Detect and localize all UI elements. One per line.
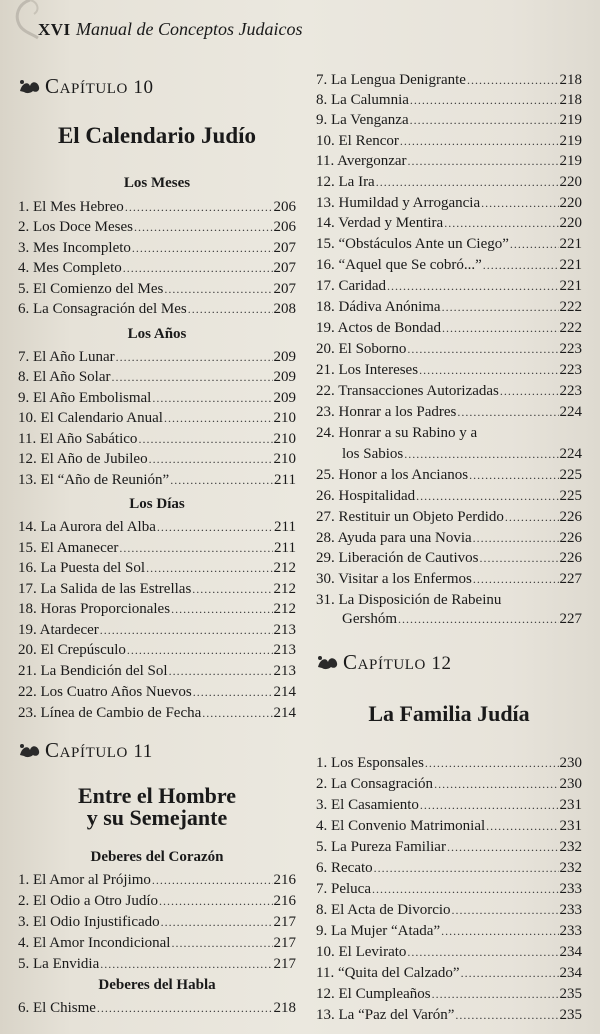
chapter-12-title: La Familia Judía — [368, 701, 530, 726]
toc-entry[interactable]: 8. La Calumnia ..... 218 — [316, 90, 582, 110]
page-curl-ornament — [8, 0, 42, 42]
toc-entry[interactable]: 4. Mes Completo ..... 207 — [18, 258, 296, 278]
toc-entry[interactable]: 3. El Casamiento ..... 231 — [316, 795, 582, 815]
toc-entry[interactable]: 18. Horas Proporcionales ..... 212 — [18, 599, 296, 619]
toc-entry[interactable]: 25. Honor a los Ancianos ..... 225 — [316, 465, 582, 485]
toc-entry[interactable]: 29. Liberación de Cautivos ..... 226 — [316, 548, 582, 568]
toc-entry[interactable]: 5. El Comienzo del Mes ..... 207 — [18, 279, 296, 299]
toc-entry[interactable]: 2. El Odio a Otro Judío ..... 216 — [18, 891, 296, 911]
chapter-ornament-icon — [18, 77, 42, 95]
toc-entry[interactable]: 2. La Consagración ..... 230 — [316, 774, 582, 794]
toc-entry[interactable]: 7. El Año Lunar ..... 209 — [18, 347, 296, 367]
toc-entry[interactable]: 6. La Consagración del Mes ..... 208 — [18, 299, 296, 319]
toc-entry[interactable]: 10. El Rencor ..... 219 — [316, 131, 582, 151]
toc-entry[interactable]: 22. Transacciones Autorizadas ..... 223 — [316, 381, 582, 401]
toc-entry[interactable]: 17. Caridad ..... 221 — [316, 276, 582, 296]
toc-entry[interactable]: 6. El Chisme ..... 218 — [18, 998, 296, 1018]
toc-entry[interactable]: 7. Peluca ..... 233 — [316, 879, 582, 899]
toc-entry[interactable]: 19. Atardecer ..... 213 — [18, 620, 296, 640]
toc-entry[interactable]: 28. Ayuda para una Novia ..... 226 — [316, 528, 582, 548]
toc-entry[interactable]: 1. Los Esponsales ..... 230 — [316, 753, 582, 773]
toc-entry[interactable]: 2. Los Doce Meses ..... 206 — [18, 217, 296, 237]
toc-entry[interactable]: 12. El Cumpleaños ..... 235 — [316, 984, 582, 1004]
chapter-11-heading: CAPÍTULO 11 — [18, 738, 153, 763]
toc-entry[interactable]: 5. La Pureza Familiar ..... 232 — [316, 837, 582, 857]
toc-entry[interactable]: 5. La Envidia ..... 217 — [18, 954, 296, 974]
chapter-10-title: El Calendario Judío — [57, 123, 257, 148]
section-title: Deberes del Habla — [98, 977, 216, 993]
toc-entry[interactable]: 13. La “Paz del Varón” ..... 235 — [316, 1005, 582, 1025]
toc-entry[interactable]: 13. El “Año de Reunión” ..... 211 — [18, 470, 296, 490]
chapter-ornament-icon — [316, 653, 340, 671]
toc-entry[interactable]: 21. Los Intereses ..... 223 — [316, 360, 582, 380]
toc-entry[interactable]: 17. La Salida de las Estrellas ..... 212 — [18, 579, 296, 599]
toc-entry[interactable]: 11. “Quita del Calzado” ..... 234 — [316, 963, 582, 983]
toc-entry[interactable]: 12. El Año de Jubileo ..... 210 — [18, 449, 296, 469]
toc-entry[interactable]: 20. El Crepúsculo ..... 213 — [18, 640, 296, 660]
toc-entry[interactable]: 8. El Año Solar ..... 209 — [18, 367, 296, 387]
page-header — [0, 4, 600, 44]
toc-entry[interactable]: 8. El Acta de Divorcio ..... 233 — [316, 900, 582, 920]
chapter-11-title-line-2: y su Semejante — [86, 805, 228, 830]
toc-entry[interactable]: 14. Verdad y Mentira ..... 220 — [316, 213, 582, 233]
toc-entry[interactable]: 10. El Levirato ..... 234 — [316, 942, 582, 962]
toc-entry[interactable]: 30. Visitar a los Enfermos ..... 227 — [316, 569, 582, 589]
toc-entry[interactable]: 26. Hospitalidad ..... 225 — [316, 486, 582, 506]
toc-entry[interactable]: Gershóm ..... 227 — [316, 609, 582, 629]
toc-entry[interactable]: 21. La Bendición del Sol ..... 213 — [18, 661, 296, 681]
toc-entry[interactable]: 3. El Odio Injustificado ..... 217 — [18, 912, 296, 932]
toc-entry[interactable]: 9. La Mujer “Atada” ..... 233 — [316, 921, 582, 941]
toc-entry[interactable]: 15. El Amanecer ..... 211 — [18, 538, 296, 558]
toc-entry[interactable]: 4. El Convenio Matrimonial ..... 231 — [316, 816, 582, 836]
toc-entry[interactable]: 16. “Aquel que Se cobró...” ..... 221 — [316, 255, 582, 275]
toc-entry[interactable]: 3. Mes Incompleto ..... 207 — [18, 238, 296, 258]
toc-entry[interactable]: 27. Restituir un Objeto Perdido ..... 226 — [316, 507, 582, 527]
chapter-12-heading: CAPÍTULO 12 — [316, 650, 452, 675]
toc-entry[interactable]: los Sabios ..... 224 — [316, 444, 582, 464]
toc-entry[interactable]: 20. El Soborno ..... 223 — [316, 339, 582, 359]
toc-entry[interactable]: 12. La Ira ..... 220 — [316, 172, 582, 192]
toc-entry[interactable]: 23. Línea de Cambio de Fecha ..... 214 — [18, 703, 296, 723]
toc-entry[interactable]: 19. Actos de Bondad ..... 222 — [316, 318, 582, 338]
toc-entry[interactable]: 9. El Año Embolismal ..... 209 — [18, 388, 296, 408]
toc-entry-line-1[interactable]: 24. Honrar a su Rabino y a — [316, 425, 478, 441]
page-number: XVI — [38, 20, 71, 39]
toc-entry[interactable]: 18. Dádiva Anónima ..... 222 — [316, 297, 582, 317]
toc-entry[interactable]: 14. La Aurora del Alba ..... 211 — [18, 517, 296, 537]
toc-entry[interactable]: 10. El Calendario Anual ..... 210 — [18, 408, 296, 428]
toc-entry[interactable]: 7. La Lengua Denigrante ..... 218 — [316, 70, 582, 90]
section-title: Los Meses — [123, 175, 191, 191]
toc-entry[interactable]: 13. Humildad y Arrogancia ..... 220 — [316, 193, 582, 213]
chapter-ornament-icon — [18, 741, 42, 759]
toc-entry[interactable]: 6. Recato ..... 232 — [316, 858, 582, 878]
toc-entry[interactable]: 1. El Mes Hebreo ..... 206 — [18, 197, 296, 217]
toc-entry[interactable]: 22. Los Cuatro Años Nuevos ..... 214 — [18, 682, 296, 702]
toc-entry[interactable]: 9. La Venganza ..... 219 — [316, 110, 582, 130]
toc-entry[interactable]: 15. “Obstáculos Ante un Ciego” ..... 221 — [316, 234, 582, 254]
running-title: Manual de Conceptos Judaicos — [76, 19, 303, 39]
toc-entry[interactable]: 4. El Amor Incondicional ..... 217 — [18, 933, 296, 953]
chapter-11-title-line-1: Entre el Hombre — [77, 783, 237, 808]
chapter-10-heading: CAPÍTULO 10 — [18, 74, 154, 99]
toc-entry-line-1[interactable]: 31. La Disposición de Rabeinu — [316, 592, 502, 608]
section-title: Los Días — [129, 496, 185, 512]
toc-entry[interactable]: 11. Avergonzar ..... 219 — [316, 151, 582, 171]
section-title: Los Años — [127, 326, 187, 342]
toc-entry[interactable]: 16. La Puesta del Sol ..... 212 — [18, 558, 296, 578]
toc-entry[interactable]: 11. El Año Sabático ..... 210 — [18, 429, 296, 449]
toc-entry[interactable]: 1. El Amor al Prójimo ..... 216 — [18, 870, 296, 890]
section-title: Deberes del Corazón — [90, 849, 224, 865]
toc-entry[interactable]: 23. Honrar a los Padres ..... 224 — [316, 402, 582, 422]
